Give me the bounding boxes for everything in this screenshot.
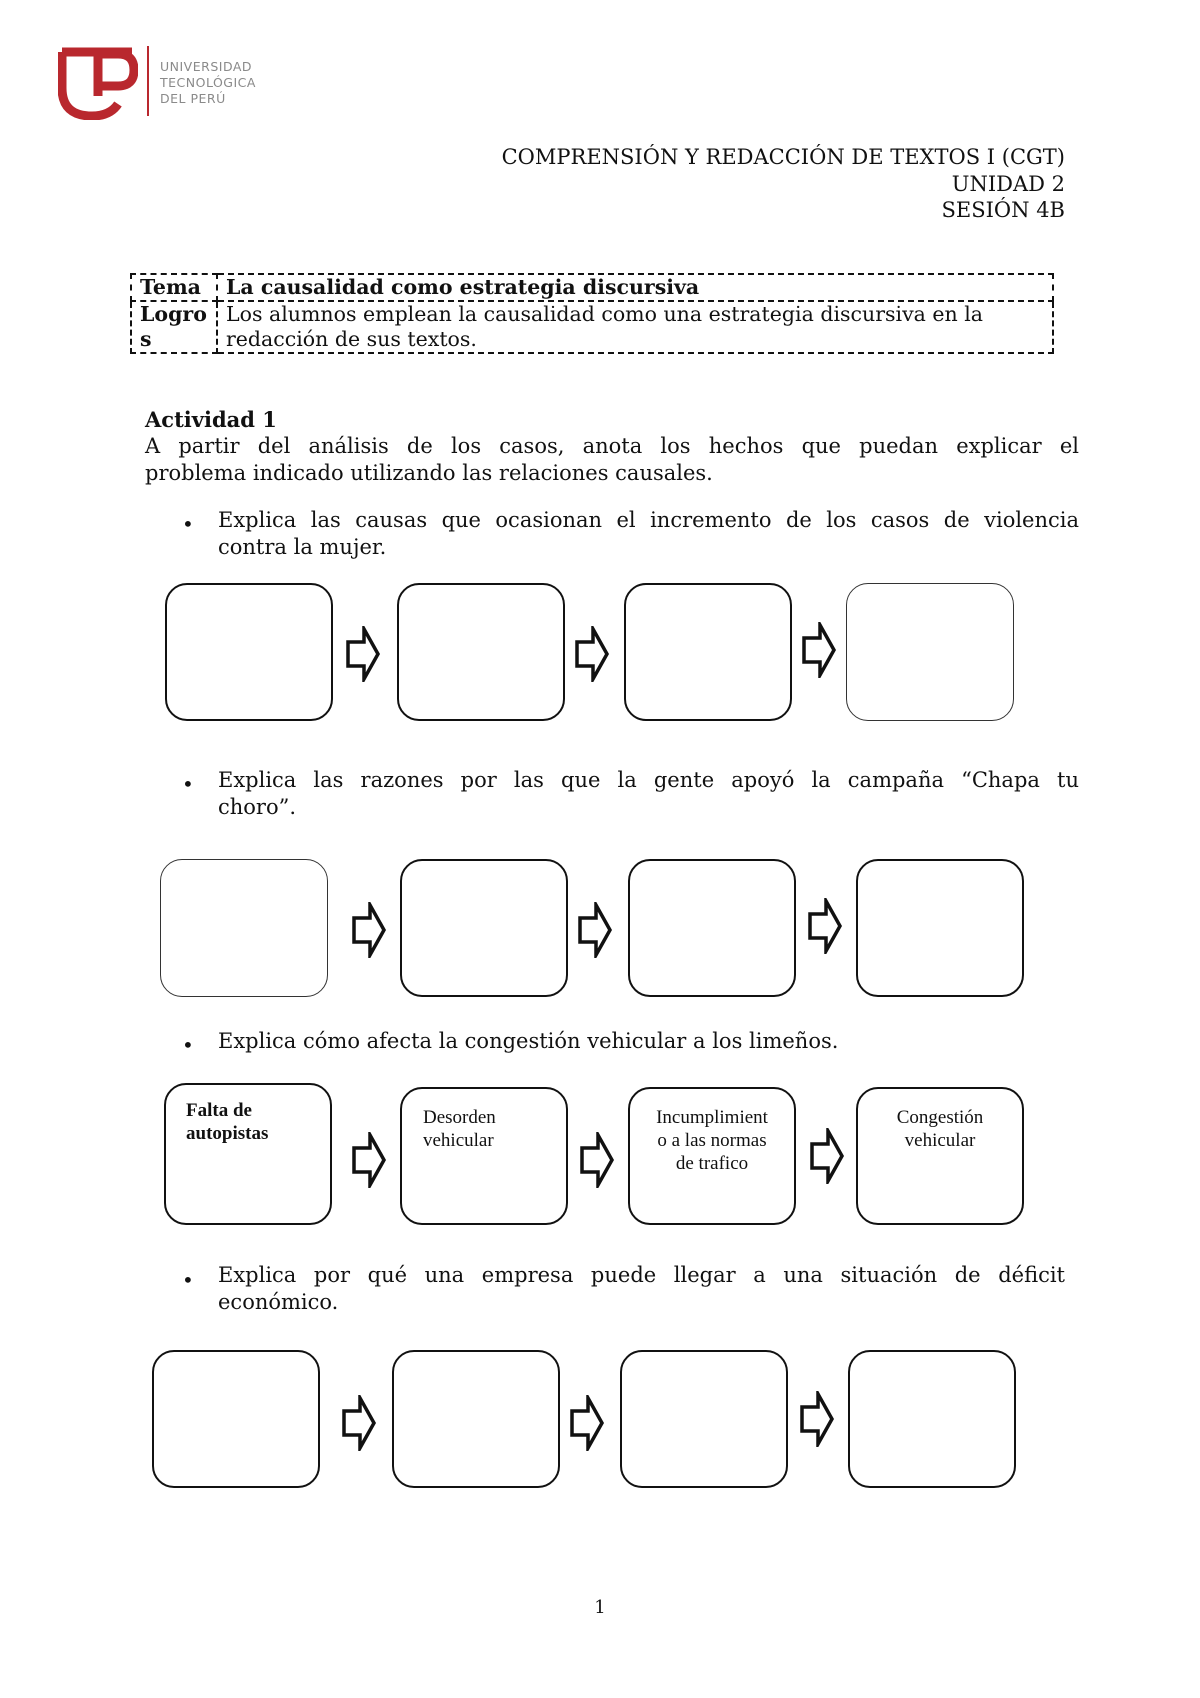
bullet-1-line2: contra la mujer.	[218, 535, 387, 559]
arrow-right-icon	[808, 898, 842, 954]
activity-title: Actividad 1	[145, 407, 277, 432]
logros-value: Los alumnos emplean la causalidad como una estrategia discursiva en la redacción de sus textos.	[217, 301, 1053, 353]
bullet-marker: •	[182, 1033, 194, 1057]
flow3-box-1-line1: Falta de	[186, 1100, 252, 1121]
flow3-box-1-text	[186, 1099, 268, 1145]
flow3-box-4-text	[866, 1106, 1014, 1152]
arrow-right-icon	[352, 1132, 386, 1188]
tema-label: Tema	[131, 274, 217, 301]
flow4-box-2[interactable]	[392, 1350, 560, 1488]
flow2-box-3[interactable]	[628, 859, 796, 997]
bullet-1-line1: Explica las causas que ocasionan el incremento de los casos de violencia	[218, 508, 1079, 532]
logo-divider	[147, 46, 149, 116]
tema-value: La causalidad como estrategia discursiva	[217, 274, 1053, 301]
flow3-box-2-line2: vehicular	[423, 1130, 494, 1151]
topic-table	[130, 273, 1054, 354]
flow3-box-3-line2: o a las normas	[657, 1130, 767, 1151]
flow3-box-2-text	[423, 1106, 496, 1152]
flow1-box-2[interactable]	[397, 583, 565, 721]
activity-intro-line2: problema indicado utilizando las relaciones causales.	[145, 461, 713, 485]
flow4-box-4[interactable]	[848, 1350, 1016, 1488]
flow3-box-3-text	[638, 1106, 786, 1175]
flow2-box-2[interactable]	[400, 859, 568, 997]
bullet-marker: •	[182, 512, 194, 536]
activity-intro-line1: A partir del análisis de los casos, anota los hechos que puedan explicar el	[145, 434, 1079, 458]
flow3-box-4-line2: vehicular	[904, 1130, 976, 1151]
session-label: SESIÓN 4B	[941, 198, 1065, 222]
arrow-right-icon	[575, 626, 609, 682]
arrow-right-icon	[802, 622, 836, 678]
flow4-box-1[interactable]	[152, 1350, 320, 1488]
logo-text-line2: TECNOLÓGICA	[160, 75, 256, 90]
flow2-box-1[interactable]	[160, 859, 328, 997]
logo-text-line1: UNIVERSIDAD	[160, 59, 253, 74]
flow3-box-3-line1: Incumplimient	[656, 1107, 768, 1128]
bullet-4-line1: Explica por qué una empresa puede llegar a una situación de déficit	[218, 1263, 1065, 1287]
arrow-right-icon	[352, 902, 386, 958]
logros-row	[131, 301, 1053, 353]
bullet-marker: •	[182, 1268, 194, 1292]
arrow-right-icon	[580, 1132, 614, 1188]
arrow-right-icon	[810, 1128, 844, 1184]
bullet-2-line2: choro”.	[218, 795, 297, 819]
flow3-box-1-line2: autopistas	[186, 1123, 269, 1144]
tema-row	[131, 274, 1053, 301]
flow3-box-2-line1: Desorden	[423, 1107, 496, 1128]
bullet-4-line2: económico.	[218, 1290, 339, 1314]
utp-logo-icon	[58, 44, 138, 120]
arrow-right-icon	[578, 902, 612, 958]
flow2-box-4[interactable]	[856, 859, 1024, 997]
bullet-marker: •	[182, 772, 194, 796]
logros-label: Logros	[131, 301, 217, 353]
logo-text-line3: DEL PERÚ	[160, 91, 226, 106]
flow3-box-1[interactable]	[164, 1083, 332, 1225]
arrow-right-icon	[800, 1391, 834, 1447]
page-number: 1	[594, 1597, 606, 1618]
bullet-3-line1: Explica cómo afecta la congestión vehicular a los limeños.	[218, 1029, 839, 1053]
flow1-box-4[interactable]	[846, 583, 1014, 721]
flow3-box-3[interactable]	[628, 1087, 796, 1225]
flow1-box-1[interactable]	[165, 583, 333, 721]
unit-label: UNIDAD 2	[951, 172, 1065, 196]
flow3-box-2[interactable]	[400, 1087, 568, 1225]
bullet-2-line1: Explica las razones por las que la gente apoyó la campaña “Chapa tu	[218, 768, 1079, 792]
flow1-box-3[interactable]	[624, 583, 792, 721]
arrow-right-icon	[570, 1395, 604, 1451]
flow3-box-3-line3: de trafico	[675, 1153, 749, 1174]
course-title: COMPRENSIÓN Y REDACCIÓN DE TEXTOS I (CGT)	[501, 145, 1065, 169]
flow3-box-4-line1: Congestión	[896, 1107, 984, 1128]
flow4-box-3[interactable]	[620, 1350, 788, 1488]
arrow-right-icon	[342, 1395, 376, 1451]
flow3-box-4[interactable]	[856, 1087, 1024, 1225]
arrow-right-icon	[346, 626, 380, 682]
